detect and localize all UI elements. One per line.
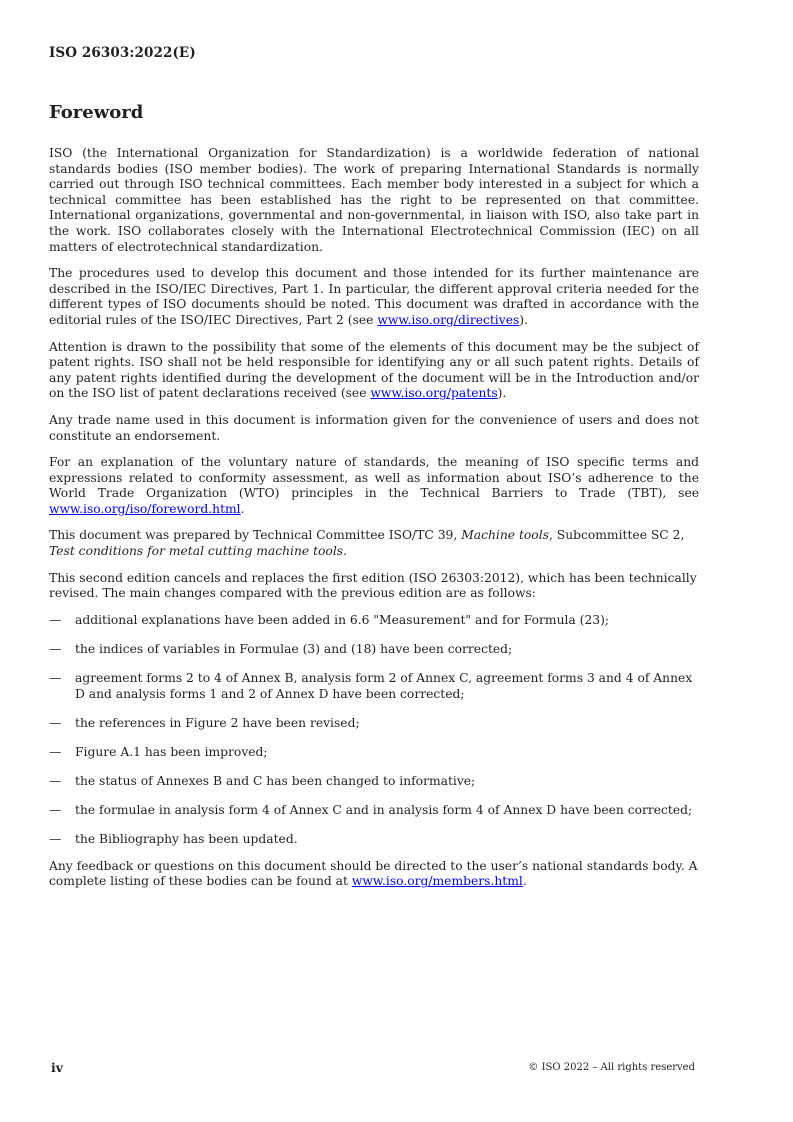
patents-link[interactable]: www.iso.org/patents	[370, 386, 498, 401]
paragraph-text: , Subcommittee SC 2,	[548, 528, 685, 543]
paragraph-iso-intro: ISO (the International Organization for Standardization) is a worldwide federation of national standards bodies (ISO member bodies). The work of preparing International Standards is normally carried out through ISO technical committees. Each member body interested in a subject for which a technical committee has been established has the right to be represented on that committee. International organizations, governmental and non-governmental, in liaison with ISO, also take part in the work. ISO collaborates closely with the International Electrotechnical Commission (IEC) on all matters of electrotechnical standardization.	[49, 146, 699, 254]
list-item	[49, 642, 699, 658]
paragraph-text: The procedures used to develop this document and those intended for its further maintenance are described in the ISO/IEC Directives, Part 1. In particular, the different approval criteria needed for the different types of ISO documents should be noted. This document was drafted in accordance with the editorial rules of the ISO/IEC Directives, Part 2 (see	[49, 266, 699, 327]
list-item-text: the references in Figure 2 have been revised;	[75, 715, 360, 730]
paragraph-procedures	[49, 266, 699, 328]
list-item-text: Figure A.1 has been improved;	[75, 744, 268, 759]
copyright-notice: © ISO 2022 – All rights reserved	[528, 1062, 695, 1073]
paragraph-prepared-by	[49, 528, 699, 559]
paragraph-text: For an explanation of the voluntary nature of standards, the meaning of ISO specific terms and expressions related to conformity assessment, as well as information about ISO’s adherence to the World Trade Organization (WTO) principles in the Technical Barriers to Trade (TBT), see	[49, 455, 699, 501]
list-item	[49, 671, 699, 702]
paragraph-voluntary-nature	[49, 455, 699, 517]
paragraph-end: ).	[519, 312, 528, 327]
foreword-link[interactable]: www.iso.org/iso/foreword.html	[49, 501, 241, 516]
paragraph-feedback	[49, 859, 699, 890]
list-item	[49, 774, 699, 790]
dash-bullet: —	[49, 773, 62, 788]
document-id: ISO 26303:2022(E)	[49, 45, 196, 61]
directives-link[interactable]: www.iso.org/directives	[377, 312, 520, 327]
dash-bullet: —	[49, 803, 62, 817]
paragraph-text: Any feedback or questions on this document should be directed to the user’s national standards body. A complete listing of these bodies can be found at	[49, 858, 698, 889]
paragraph-edition: This second edition cancels and replaces the first edition (ISO 26303:2012), which has been technically revised. The main changes compared with the previous edition are as follows:	[49, 570, 697, 601]
list-item	[49, 745, 699, 761]
foreword-body	[49, 146, 699, 901]
list-item-text: the indices of variables in Formulae (3) and (18) have been corrected;	[75, 641, 513, 656]
page-number: iv	[51, 1060, 64, 1075]
list-item-text: the Bibliography has been updated.	[75, 832, 298, 847]
list-item	[49, 716, 699, 732]
list-item-text: agreement forms 2 to 4 of Annex B, analysis form 2 of Annex C, agreement forms 3 and 4 of Annex D and analysis forms 1 and 2 of Annex D have been corrected;	[75, 671, 693, 701]
paragraph-end: .	[522, 874, 527, 889]
subcommittee-name: Test conditions for metal cutting machine tools	[49, 544, 344, 559]
committee-name: Machine tools	[461, 528, 549, 543]
dash-bullet: —	[49, 612, 62, 627]
dash-bullet: —	[49, 715, 62, 730]
paragraph-text: This document was prepared by Technical Committee ISO/TC 39,	[49, 528, 462, 543]
paragraph-text: Attention is drawn to the possibility that some of the elements of this document may be the subject of patent rights. ISO shall not be held responsible for identifying any or all such patent rights. Details of any patent rights identified during the development of the document will be in the Introduction and/or on the ISO list of patent declarations received (see	[49, 339, 699, 401]
list-item	[49, 613, 699, 629]
dash-bullet: —	[49, 641, 62, 656]
list-item	[49, 832, 699, 848]
list-item-text: the formulae in analysis form 4 of Annex C and in analysis form 4 of Annex D have been corrected;	[75, 803, 693, 817]
dash-bullet: —	[49, 671, 62, 686]
dash-bullet: —	[49, 744, 62, 759]
paragraph-end: .	[343, 544, 347, 559]
list-item-text: the status of Annexes B and C has been changed to informative;	[75, 773, 476, 788]
paragraph-end: ).	[497, 386, 507, 401]
list-item	[49, 803, 699, 819]
dash-bullet: —	[49, 832, 62, 847]
members-link[interactable]: www.iso.org/members.html	[351, 874, 523, 889]
list-item-text: additional explanations have been added in 6.6 "Measurement" and for Formula (23);	[75, 612, 610, 627]
paragraph-trade-name: Any trade name used in this document is information given for the convenience of users and does not constitute an endorsement.	[49, 412, 699, 443]
paragraph-end: .	[240, 501, 245, 516]
page-title: Foreword	[49, 102, 144, 123]
changes-list	[49, 613, 699, 848]
paragraph-patents	[49, 340, 699, 402]
